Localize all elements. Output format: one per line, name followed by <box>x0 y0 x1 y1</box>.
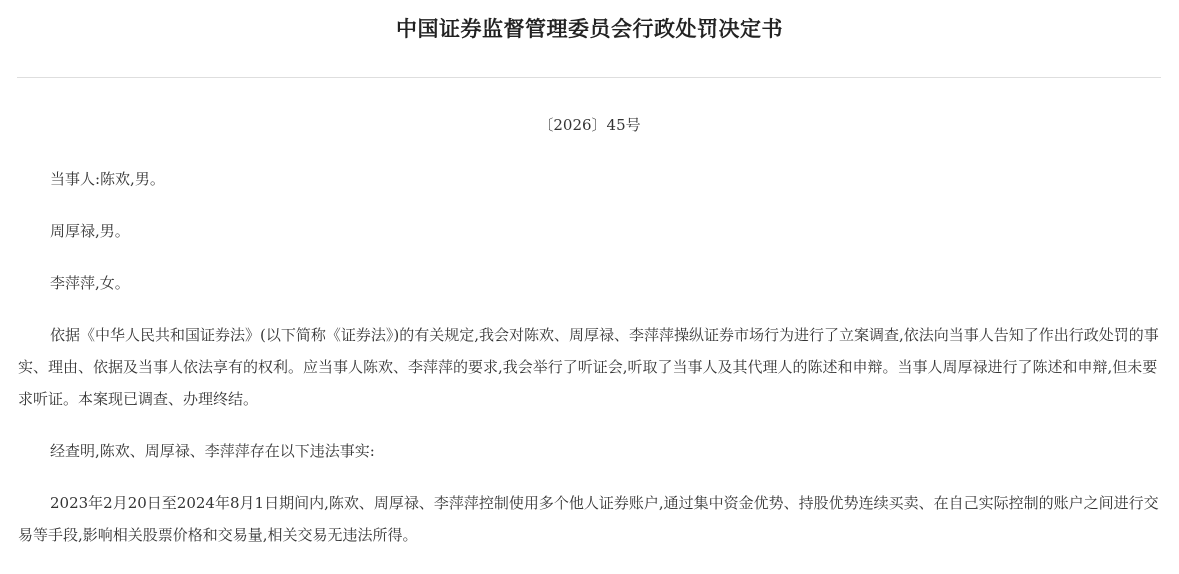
party-paragraph-li-pingping: 李萍萍,女。 <box>50 274 130 292</box>
violation-facts-paragraph: 2023年2月20日至2024年8月1日期间内,陈欢、周厚禄、李萍萍控制使用多个他人证券账户,通过集中资金优势、持股优势连续买卖、在自己实际控制的账户之间进行交易等手段,影响相关股票价格和交易量,相关交易无违法所得。 <box>18 494 1159 544</box>
party-paragraph-chen-huan: 当事人:陈欢,男。 <box>50 170 165 188</box>
title-divider <box>17 77 1161 78</box>
document-title: 中国证券监督管理委员会行政处罚决定书 <box>396 16 783 41</box>
findings-intro-paragraph: 经查明,陈欢、周厚禄、李萍萍存在以下违法事实: <box>50 442 375 460</box>
document-number: 〔2026〕45号 <box>538 116 641 134</box>
legal-basis-paragraph: 依据《中华人民共和国证券法》(以下简称《证券法》)的有关规定,我会对陈欢、周厚禄、李萍萍操纵证券市场行为进行了立案调查,依法向当事人告知了作出行政处罚的事实、理由、依据及当事人依法享有的权利。应当事人陈欢、李萍萍的要求,我会举行了听证会,听取了当事人及其代理人的陈述和申辩。当事人周厚禄进行了陈述和申辩,但未要求听证。本案现已调查、办理终结。 <box>18 326 1159 408</box>
party-paragraph-zhou-houlu: 周厚禄,男。 <box>50 222 130 240</box>
